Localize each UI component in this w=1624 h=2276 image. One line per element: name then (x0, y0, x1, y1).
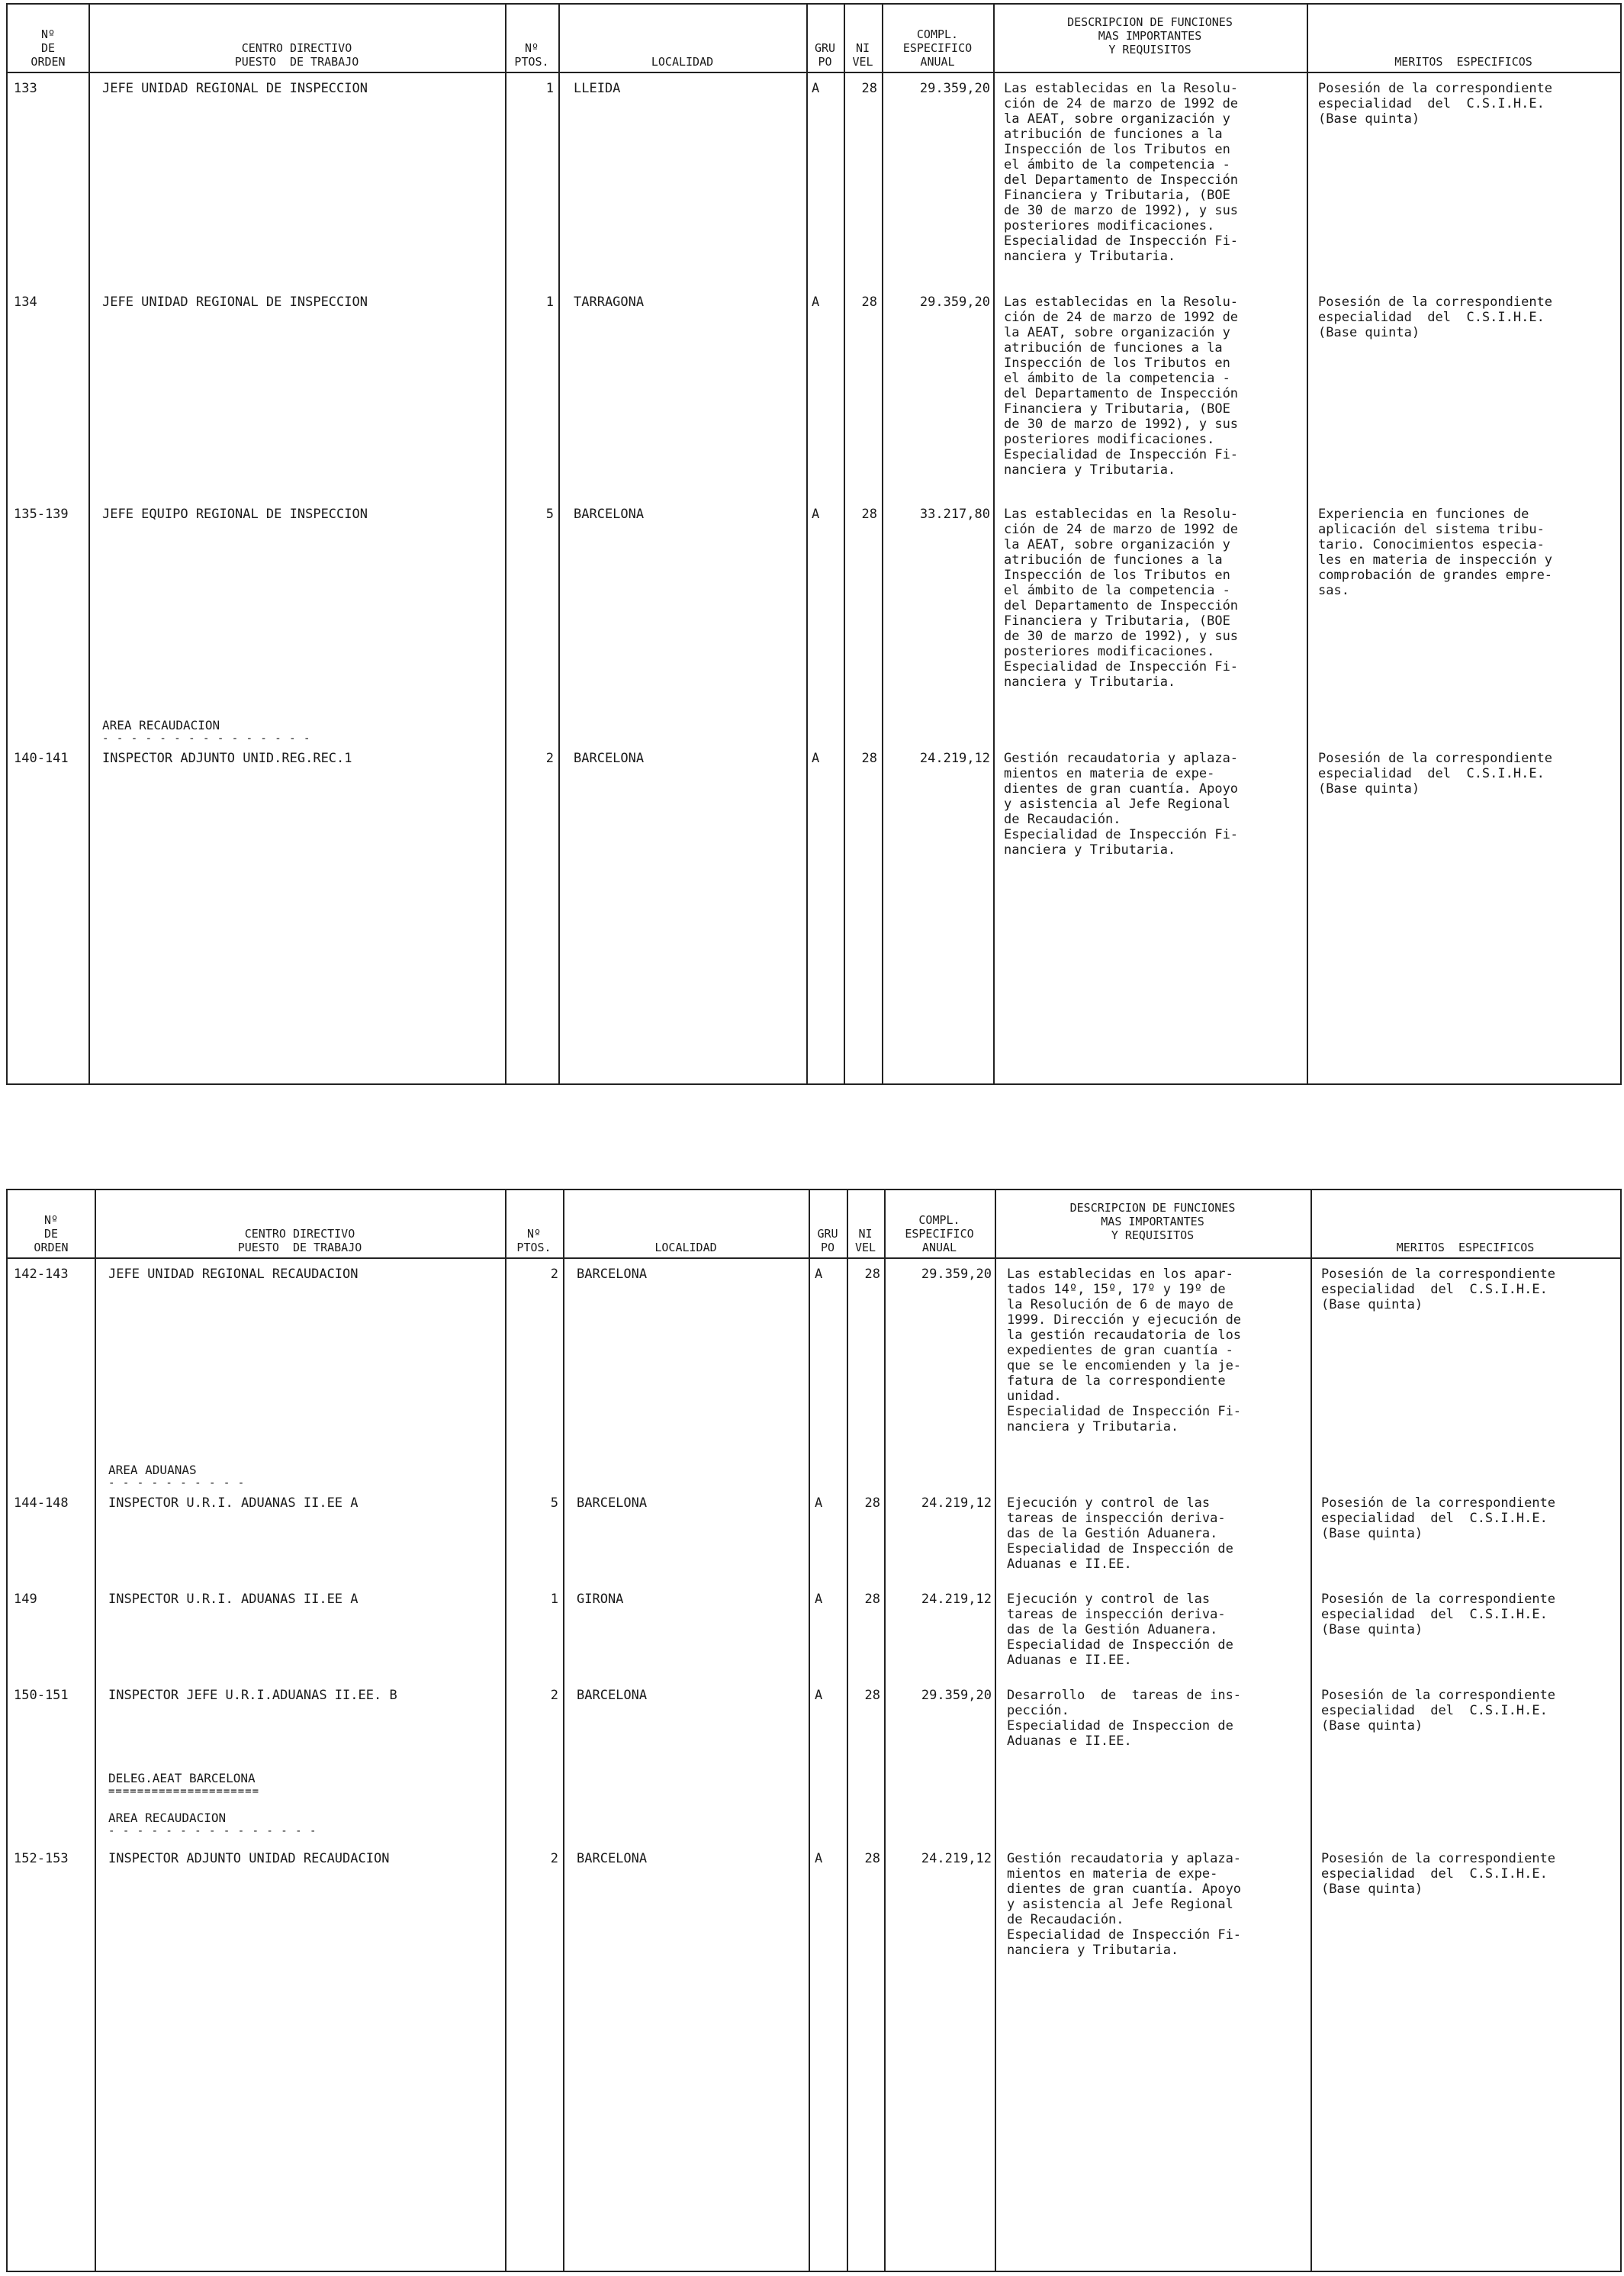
row-meritos: Posesión de la correspondiente especialidad del C.S.I.H.E. (Base quinta) (1318, 751, 1553, 797)
row-localidad: BARCELONA (577, 1688, 648, 1703)
row-grupo: A (815, 1592, 823, 1607)
row-nivel: 28 (861, 751, 877, 766)
row-meritos: Posesión de la correspondiente especialidad del C.S.I.H.E. (Base quinta) (1321, 1688, 1556, 1734)
row-ptos: 2 (545, 751, 554, 766)
row-meritos: Posesión de la correspondiente especialidad del C.S.I.H.E. (Base quinta) (1321, 1495, 1556, 1541)
row-puesto: INSPECTOR ADJUNTO UNIDAD RECAUDACION (108, 1851, 390, 1866)
row-nivel: 28 (861, 295, 877, 310)
row-ptos: 5 (545, 507, 554, 522)
header-meritos: MERITOS ESPECIFICOS (1396, 1241, 1535, 1254)
section-underline: - - - - - - - - - - - - - - - (102, 732, 311, 745)
row-compl: 24.219,12 (921, 1851, 992, 1866)
row-grupo: A (812, 295, 820, 310)
row-compl: 24.219,12 (921, 1592, 992, 1607)
row-grupo: A (812, 81, 820, 96)
row-orden: 152-153 (14, 1851, 69, 1866)
row-localidad: BARCELONA (574, 751, 645, 766)
row-nivel: 28 (861, 507, 877, 522)
header-compl: COMPL. ESPECIFICO ANUAL (902, 27, 973, 69)
header-descripcion: DESCRIPCION DE FUNCIONES MAS IMPORTANTES Y REQUISITOS (1069, 1201, 1236, 1242)
row-ptos: 2 (550, 1267, 558, 1282)
row-puesto: INSPECTOR JEFE U.R.I.ADUANAS II.EE. B (108, 1688, 397, 1703)
row-nivel: 28 (864, 1592, 880, 1607)
row-meritos: Posesión de la correspondiente especialidad del C.S.I.H.E. (Base quinta) (1321, 1851, 1556, 1897)
row-meritos: Posesión de la correspondiente especialidad del C.S.I.H.E. (Base quinta) (1318, 81, 1553, 127)
row-descripcion: Gestión recaudatoria y aplaza- mientos en materia de expe- dientes de gran cuantía. Apoyo y asistencia al Jefe Regional de Recaudación. Especialidad de Inspección Fi- nanciera y Tributaria. (1004, 751, 1239, 858)
header-centro: CENTRO DIRECTIVO PUESTO DE TRABAJO (237, 1227, 362, 1254)
row-descripcion: Gestión recaudatoria y aplaza- mientos en materia de expe- dientes de gran cuantía. Apoyo y asistencia al Jefe Regional de Recaudación. Especialidad de Inspección Fi- nanciera y Tributaria. (1007, 1851, 1242, 1958)
row-meritos: Posesión de la correspondiente especialidad del C.S.I.H.E. (Base quinta) (1321, 1592, 1556, 1637)
header-centro: CENTRO DIRECTIVO PUESTO DE TRABAJO (234, 41, 359, 69)
header-descripcion: DESCRIPCION DE FUNCIONES MAS IMPORTANTES Y REQUISITOS (1067, 15, 1233, 56)
row-compl: 29.359,20 (919, 81, 990, 96)
row-descripcion: Desarrollo de tareas de ins- pección. Especialidad de Inspeccion de Aduanas e II.EE. (1007, 1688, 1242, 1749)
row-puesto: JEFE UNIDAD REGIONAL DE INSPECCION (102, 295, 368, 310)
row-orden: 134 (14, 295, 37, 310)
row-nivel: 28 (861, 81, 877, 96)
row-grupo: A (812, 751, 820, 766)
row-descripcion: Ejecución y control de las tareas de inspección deriva- das de la Gestión Aduanera. Especialidad de Inspección de Aduanas e II.EE. (1007, 1495, 1233, 1572)
row-orden: 140-141 (14, 751, 69, 766)
row-ptos: 2 (550, 1851, 558, 1866)
row-ptos: 1 (550, 1592, 558, 1607)
row-grupo: A (812, 507, 820, 522)
section-label: AREA RECAUDACION (108, 1811, 227, 1825)
section-label: AREA ADUANAS (108, 1463, 197, 1477)
row-orden: 144-148 (14, 1495, 69, 1511)
row-descripcion: Las establecidas en la Resolu- ción de 24 de marzo de 1992 de la AEAT, sobre organización y atribución de funciones a la Inspección de los Tributos en el ámbito de la competencia - del Departamento de Inspección Financiera y Tributaria, (BOE de 30 de marzo de 1992), y sus posteriores modificaciones. Especialidad de Inspección Fi- nanciera y Tributaria. (1004, 81, 1239, 264)
row-orden: 142-143 (14, 1267, 69, 1282)
section-label: DELEG.AEAT BARCELONA (108, 1771, 256, 1785)
row-meritos: Posesión de la correspondiente especialidad del C.S.I.H.E. (Base quinta) (1321, 1267, 1556, 1312)
row-orden: 150-151 (14, 1688, 69, 1703)
row-localidad: BARCELONA (577, 1851, 648, 1866)
row-orden: 135-139 (14, 507, 69, 522)
row-meritos: Experiencia en funciones de aplicación del sistema tribu- tario. Conocimientos especia- les en materia de inspección y comprobación de grandes empre- sas. (1318, 507, 1553, 598)
row-compl: 24.219,12 (919, 751, 990, 766)
header-compl: COMPL. ESPECIFICO ANUAL (905, 1213, 974, 1254)
row-localidad: GIRONA (577, 1592, 624, 1607)
row-grupo: A (815, 1688, 823, 1703)
header-grupo: GRU PO (814, 41, 836, 69)
row-descripcion: Las establecidas en la Resolu- ción de 24 de marzo de 1992 de la AEAT, sobre organización y atribución de funciones a la Inspección de los Tributos en el ámbito de la competencia - del Departamento de Inspección Financiera y Tributaria, (BOE de 30 de marzo de 1992), y sus posteriores modificaciones. Especialidad de Inspección Fi- nanciera y Tributaria. (1004, 507, 1239, 690)
row-compl: 29.359,20 (921, 1688, 992, 1703)
section-underline: ===================== (108, 1785, 260, 1798)
row-ptos: 5 (550, 1495, 558, 1511)
row-puesto: JEFE UNIDAD REGIONAL DE INSPECCION (102, 81, 368, 96)
row-orden: 133 (14, 81, 37, 96)
row-localidad: BARCELONA (577, 1495, 648, 1511)
row-localidad: BARCELONA (577, 1267, 648, 1282)
row-grupo: A (815, 1267, 823, 1282)
row-grupo: A (815, 1495, 823, 1511)
header-grupo: GRU PO (817, 1227, 838, 1254)
row-puesto: INSPECTOR U.R.I. ADUANAS II.EE A (108, 1592, 359, 1607)
row-nivel: 28 (864, 1267, 880, 1282)
row-compl: 29.359,20 (921, 1267, 992, 1282)
row-ptos: 1 (545, 81, 554, 96)
row-descripcion: Ejecución y control de las tareas de inspección deriva- das de la Gestión Aduanera. Especialidad de Inspección de Aduanas e II.EE. (1007, 1592, 1233, 1668)
row-nivel: 28 (864, 1851, 880, 1866)
row-compl: 33.217,80 (919, 507, 990, 522)
positions-table-1 (6, 3, 1622, 1085)
row-puesto: JEFE EQUIPO REGIONAL DE INSPECCION (102, 507, 368, 522)
row-descripcion: Las establecidas en la Resolu- ción de 24 de marzo de 1992 de la AEAT, sobre organización y atribución de funciones a la Inspección de los Tributos en el ámbito de la competencia - del Departamento de Inspección Financiera y Tributaria, (BOE de 30 de marzo de 1992), y sus posteriores modificaciones. Especialidad de Inspección Fi- nanciera y Tributaria. (1004, 295, 1239, 478)
row-ptos: 2 (550, 1688, 558, 1703)
header-meritos: MERITOS ESPECIFICOS (1394, 55, 1532, 69)
header-nivel: NI VEL (854, 1227, 876, 1254)
row-localidad: TARRAGONA (574, 295, 645, 310)
header-ptos: Nº PTOS. (514, 41, 549, 69)
section-underline: - - - - - - - - - - (108, 1477, 246, 1489)
row-ptos: 1 (545, 295, 554, 310)
row-meritos: Posesión de la correspondiente especialidad del C.S.I.H.E. (Base quinta) (1318, 295, 1553, 340)
row-nivel: 28 (864, 1688, 880, 1703)
row-localidad: BARCELONA (574, 507, 645, 522)
row-compl: 24.219,12 (921, 1495, 992, 1511)
row-grupo: A (815, 1851, 823, 1866)
row-localidad: LLEIDA (574, 81, 621, 96)
row-nivel: 28 (864, 1495, 880, 1511)
row-puesto: JEFE UNIDAD REGIONAL RECAUDACION (108, 1267, 359, 1282)
header-ptos: Nº PTOS. (516, 1227, 552, 1254)
header-localidad: LOCALIDAD (654, 1241, 717, 1254)
row-descripcion: Las establecidas en los apar- tados 14º, 15º, 17º y 19º de la Resolución de 6 de mayo de 1999. Dirección y ejecución de la gestión recaudatoria de los expedientes de gran cuantía - que se le encomienden y la je- fatura de la correspondiente unidad. Especialidad de Inspección Fi- nanciera y Tributaria. (1007, 1267, 1242, 1434)
row-puesto: INSPECTOR U.R.I. ADUANAS II.EE A (108, 1495, 359, 1511)
section-label: AREA RECAUDACION (102, 718, 220, 732)
header-nivel: NI VEL (852, 41, 873, 69)
header-orden: Nº DE ORDEN (31, 27, 66, 69)
row-compl: 29.359,20 (919, 295, 990, 310)
row-puesto: INSPECTOR ADJUNTO UNID.REG.REC.1 (102, 751, 352, 766)
row-orden: 149 (14, 1592, 37, 1607)
section-underline: - - - - - - - - - - - - - - - (108, 1825, 317, 1837)
header-localidad: LOCALIDAD (651, 55, 714, 69)
header-orden: Nº DE ORDEN (34, 1213, 69, 1254)
positions-table-2 (6, 1189, 1622, 2272)
